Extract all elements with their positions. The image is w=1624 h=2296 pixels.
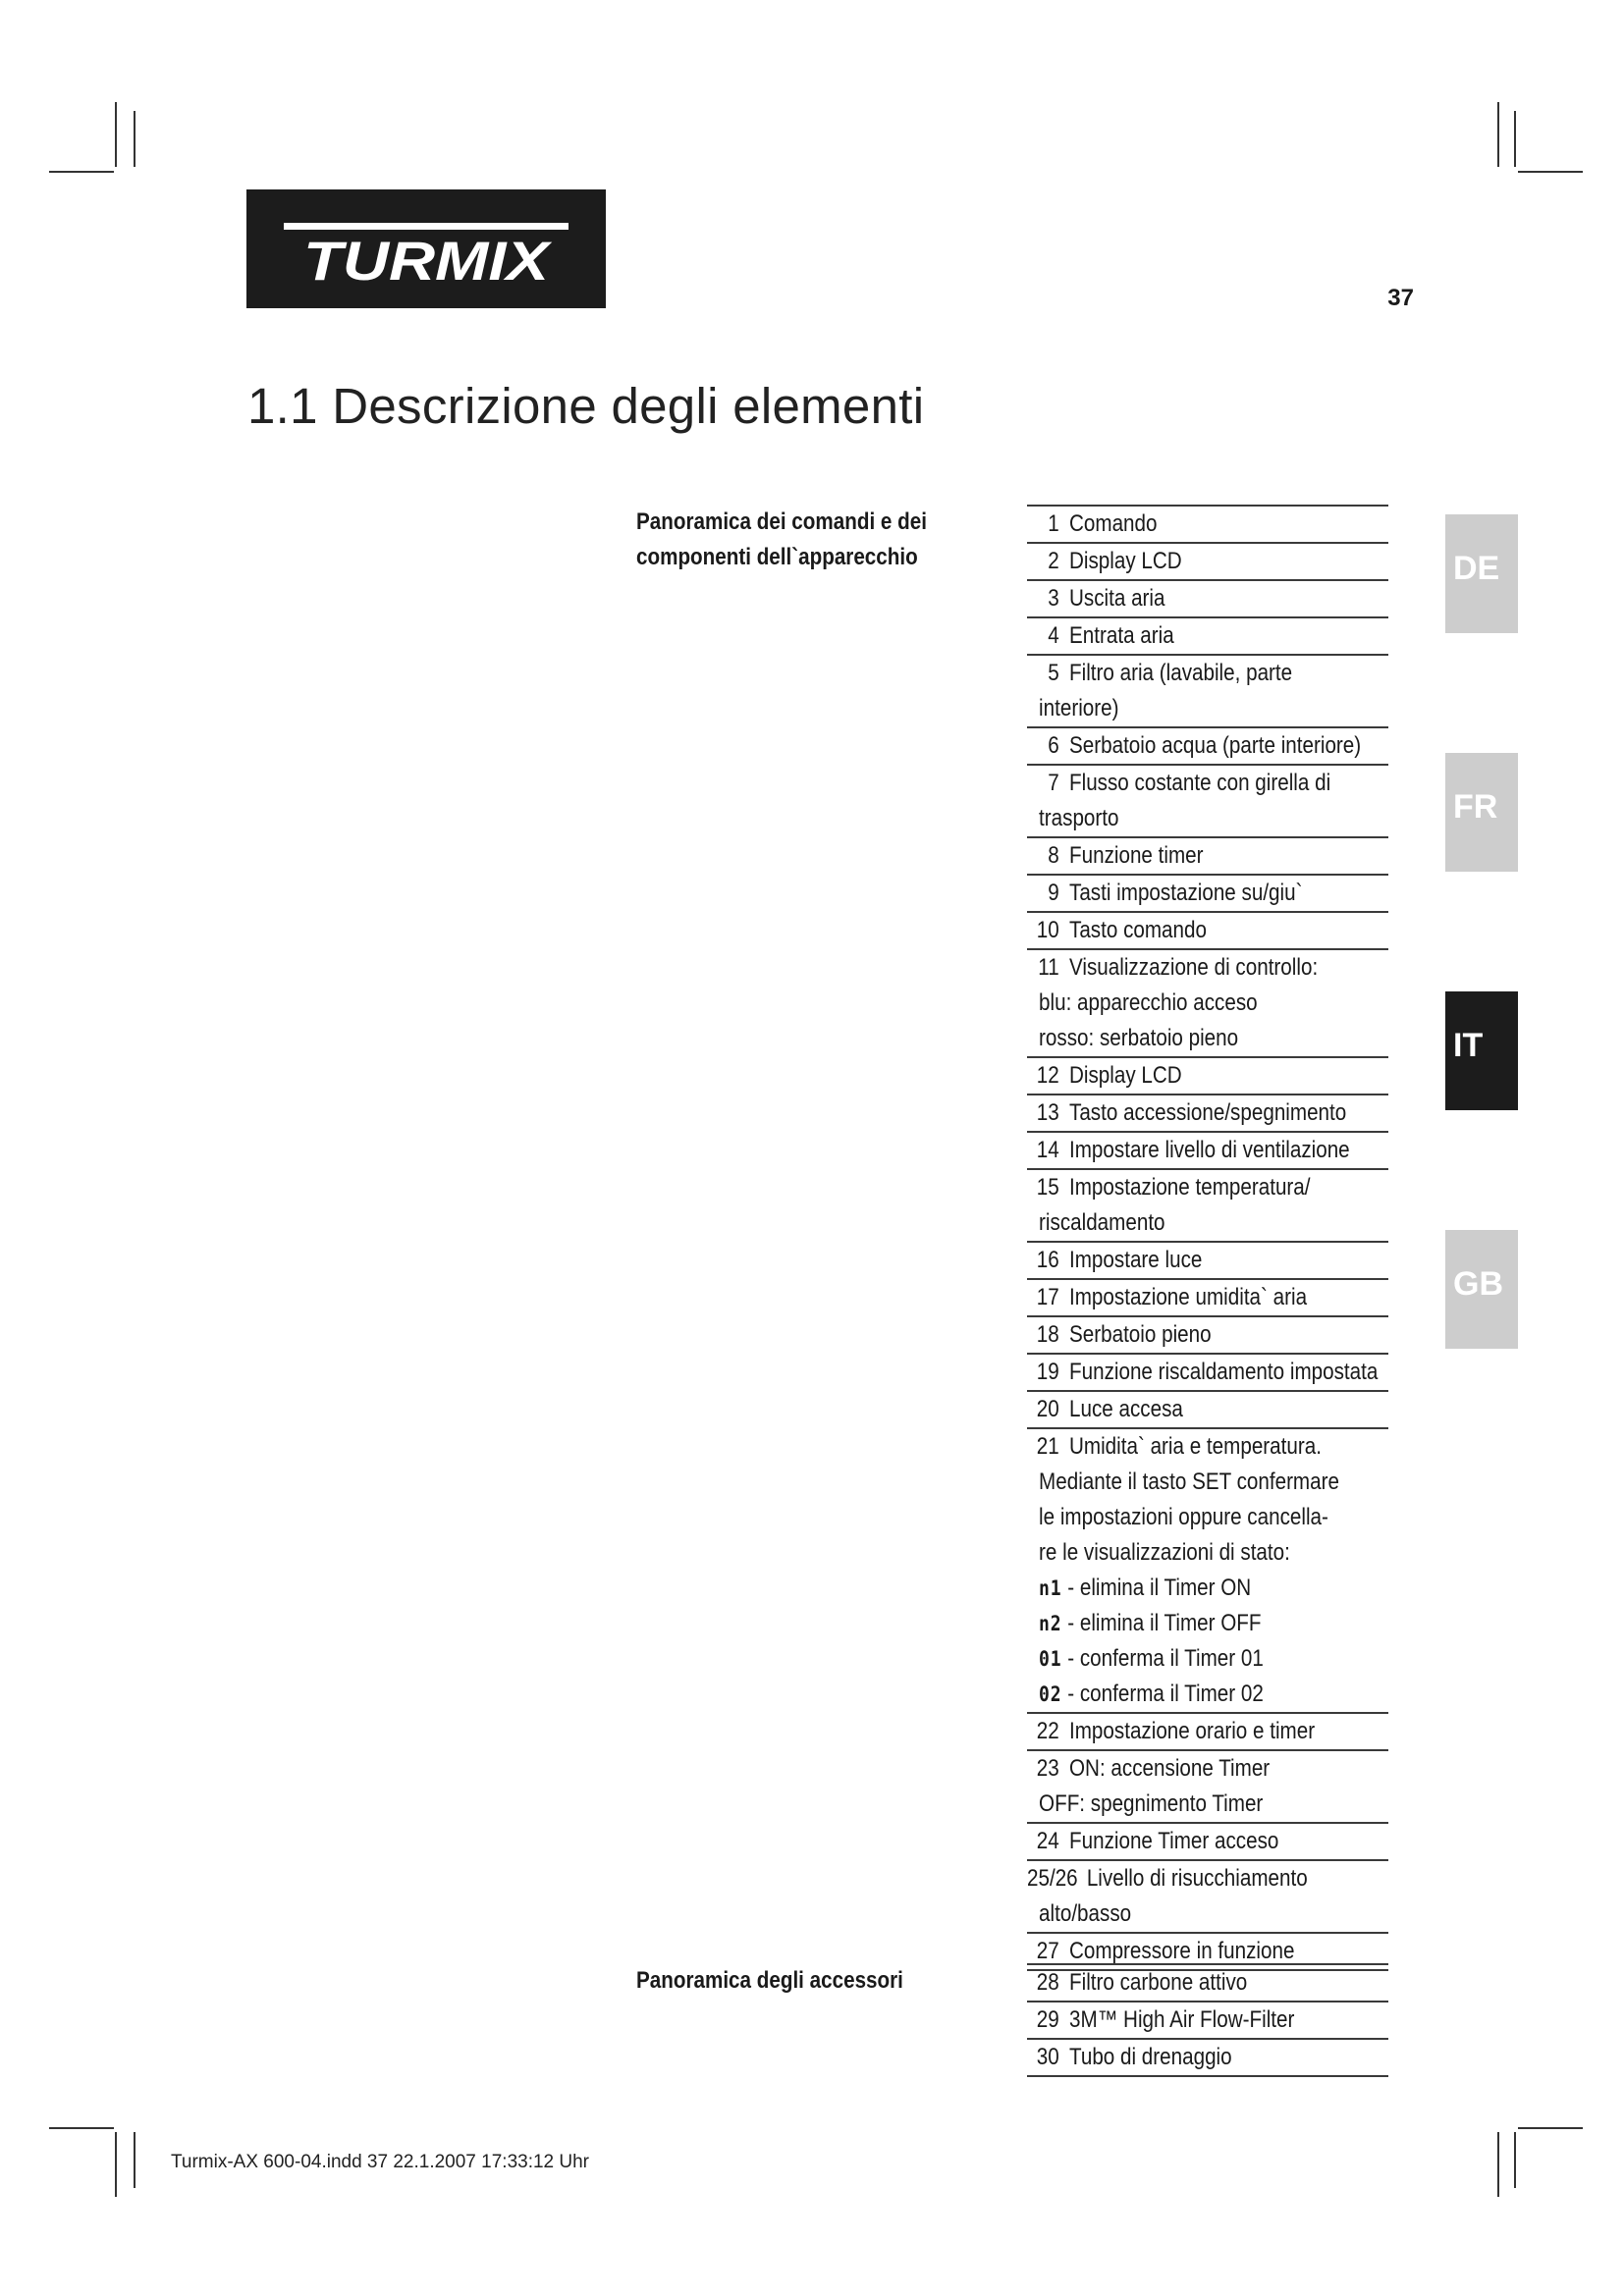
item-text: Impostazione orario e timer <box>1069 1718 1316 1744</box>
item-label-continued <box>1027 1787 1337 1822</box>
list-item-text <box>1027 581 1337 616</box>
item-number: 21 <box>1036 1433 1059 1460</box>
footer-slug: Turmix-AX 600-04.indd 37 22.1.2007 17:33:12 Uhr <box>171 2152 590 2172</box>
list-item-text <box>1027 1355 1379 1390</box>
code-description: - elimina il Timer OFF <box>1067 1610 1262 1636</box>
item-number: 28 <box>1036 1969 1059 1996</box>
lcd-code: n1 <box>1039 1576 1062 1600</box>
language-tab-de[interactable] <box>1445 514 1518 633</box>
heading-line: componenti dell`apparecchio <box>636 544 918 570</box>
language-tab-label: FR <box>1453 788 1498 826</box>
item-number: 18 <box>1036 1321 1059 1348</box>
item-label-continued <box>1027 986 1337 1021</box>
item-text: Serbatoio pieno <box>1069 1321 1212 1348</box>
crop-mark <box>134 2132 135 2188</box>
item-text: alto/basso <box>1039 1900 1132 1927</box>
item-label <box>1027 1280 1337 1315</box>
status-code-line <box>1027 1641 1337 1677</box>
item-text: Mediante il tasto SET confermare <box>1039 1468 1339 1495</box>
list-item-text <box>1027 1714 1337 1749</box>
list-item-text <box>1027 1965 1337 2001</box>
item-number: 8 <box>1048 842 1059 869</box>
item-label <box>1027 728 1362 764</box>
item-number: 16 <box>1036 1247 1059 1273</box>
item-text: Funzione timer <box>1069 842 1204 869</box>
item-number: 20 <box>1036 1396 1059 1422</box>
item-label-continued <box>1027 1021 1337 1056</box>
item-text: Funzione riscaldamento impostata <box>1069 1359 1379 1385</box>
item-text: Tasto comando <box>1069 917 1207 943</box>
list-item-text <box>1027 876 1337 911</box>
item-text: Filtro carbone attivo <box>1069 1969 1248 1996</box>
item-number: 6 <box>1048 732 1059 759</box>
code-description: - conferma il Timer 01 <box>1067 1645 1264 1672</box>
language-tab-it[interactable] <box>1445 991 1518 1110</box>
list-item <box>1027 1822 1388 1859</box>
controls-overview-heading <box>636 505 927 575</box>
list-item <box>1027 1168 1388 1241</box>
item-text: Entrata aria <box>1069 622 1174 649</box>
item-number: 10 <box>1036 917 1059 943</box>
list-item-text <box>1027 507 1337 542</box>
item-label <box>1027 838 1337 874</box>
list-item-text <box>1027 656 1337 726</box>
list-item <box>1027 1353 1388 1390</box>
item-text: Visualizzazione di controllo: <box>1069 954 1319 981</box>
item-text: Impostare luce <box>1069 1247 1203 1273</box>
list-item-text <box>1027 1429 1337 1712</box>
language-tab-label: DE <box>1453 550 1500 587</box>
code-description: - conferma il Timer 02 <box>1067 1681 1264 1707</box>
lcd-code: n2 <box>1039 1612 1062 1635</box>
code-description: - elimina il Timer ON <box>1067 1575 1252 1601</box>
status-code-line <box>1027 1606 1337 1641</box>
list-item <box>1027 542 1388 579</box>
list-item <box>1027 874 1388 911</box>
list-item-text <box>1027 2040 1337 2075</box>
list-item-text <box>1027 1280 1337 1315</box>
list-item <box>1027 911 1388 948</box>
item-text: Impostare livello di ventilazione <box>1069 1137 1350 1163</box>
list-item-text <box>1027 1058 1337 1094</box>
item-number: 5 <box>1048 660 1059 686</box>
item-text: Tasti impostazione su/giu` <box>1069 880 1303 906</box>
item-number: 29 <box>1036 2006 1059 2033</box>
item-text: Luce accesa <box>1069 1396 1183 1422</box>
list-item <box>1027 654 1388 726</box>
item-text: interiore) <box>1039 695 1119 721</box>
item-text: Serbatoio acqua (parte interiore) <box>1069 732 1362 759</box>
item-text: Display LCD <box>1069 1062 1182 1089</box>
logo-text: TURMIX <box>303 230 554 292</box>
list-item-text <box>1027 1243 1337 1278</box>
item-label-continued <box>1027 1465 1337 1500</box>
item-label <box>1027 913 1337 948</box>
item-label <box>1027 581 1337 616</box>
list-item <box>1027 505 1388 542</box>
item-label <box>1027 766 1337 801</box>
item-number: 7 <box>1048 770 1059 796</box>
list-item <box>1027 1241 1388 1278</box>
item-number: 19 <box>1036 1359 1059 1385</box>
list-item <box>1027 1712 1388 1749</box>
item-text: Livello di risucchiamento <box>1081 1865 1308 1892</box>
item-number: 13 <box>1036 1099 1059 1126</box>
item-label <box>1027 1355 1379 1390</box>
crop-mark <box>1518 2127 1583 2129</box>
item-number: 4 <box>1048 622 1059 649</box>
item-label <box>1027 2040 1337 2075</box>
item-number: 17 <box>1036 1284 1059 1310</box>
item-text: Impostazione temperatura/ <box>1069 1174 1311 1201</box>
list-item <box>1027 764 1388 836</box>
item-text: Filtro aria (lavabile, parte <box>1069 660 1293 686</box>
item-number: 25/26 <box>1027 1865 1078 1892</box>
item-label <box>1027 1133 1350 1168</box>
item-text: OFF: spegnimento Timer <box>1039 1790 1264 1817</box>
list-item <box>1027 1427 1388 1712</box>
list-item-text <box>1027 950 1337 1056</box>
list-item <box>1027 1094 1388 1131</box>
item-label <box>1027 1095 1347 1131</box>
item-label <box>1027 1170 1337 1205</box>
item-label <box>1027 1714 1337 1749</box>
list-item <box>1027 836 1388 874</box>
list-item <box>1027 2001 1388 2038</box>
item-label-continued <box>1027 1205 1337 1241</box>
list-item-text <box>1027 1317 1337 1353</box>
turmix-logo <box>246 189 606 308</box>
item-label <box>1027 1058 1337 1094</box>
list-item-text <box>1027 1824 1337 1859</box>
item-label-continued <box>1027 801 1337 836</box>
lcd-code: 02 <box>1039 1682 1062 1706</box>
item-text: riscaldamento <box>1039 1209 1165 1236</box>
item-label-continued <box>1027 1535 1337 1571</box>
item-text: le impostazioni oppure cancella- <box>1039 1504 1328 1530</box>
list-item <box>1027 1278 1388 1315</box>
item-label <box>1027 1317 1337 1353</box>
item-label <box>1027 656 1337 691</box>
item-text: Compressore in funzione <box>1069 1938 1295 1964</box>
crop-mark <box>115 102 117 167</box>
item-text: Funzione Timer acceso <box>1069 1828 1279 1854</box>
list-item <box>1027 726 1388 764</box>
list-item-text <box>1027 1861 1337 1932</box>
item-text: Tubo di drenaggio <box>1069 2044 1232 2070</box>
item-text: Umidita` aria e temperatura. <box>1069 1433 1322 1460</box>
item-number: 27 <box>1036 1938 1059 1964</box>
crop-mark <box>49 171 114 173</box>
item-number: 3 <box>1048 585 1059 612</box>
item-label <box>1027 950 1337 986</box>
item-text: trasporto <box>1039 805 1119 831</box>
list-item-text <box>1027 544 1337 579</box>
item-number: 30 <box>1036 2044 1059 2070</box>
list-item <box>1027 1390 1388 1427</box>
item-label <box>1027 876 1337 911</box>
item-number: 15 <box>1036 1174 1059 1201</box>
status-code-line <box>1027 1571 1337 1606</box>
item-number: 24 <box>1036 1828 1059 1854</box>
list-item <box>1027 1749 1388 1822</box>
item-label <box>1027 618 1337 654</box>
item-label <box>1027 1824 1337 1859</box>
item-number: 12 <box>1036 1062 1059 1089</box>
item-label <box>1027 1243 1337 1278</box>
list-item-text <box>1027 618 1337 654</box>
list-item <box>1027 1315 1388 1353</box>
language-tab-label: IT <box>1453 1027 1484 1064</box>
item-text: blu: apparecchio acceso <box>1039 989 1258 1016</box>
item-text: Uscita aria <box>1069 585 1165 612</box>
item-label <box>1027 544 1337 579</box>
crop-mark <box>1514 2132 1516 2188</box>
list-item <box>1027 948 1388 1056</box>
language-tab-fr[interactable] <box>1445 753 1518 872</box>
item-label <box>1027 1861 1337 1896</box>
list-item <box>1027 1131 1388 1168</box>
status-code-line <box>1027 1677 1337 1712</box>
list-item <box>1027 616 1388 654</box>
item-label <box>1027 1429 1337 1465</box>
crop-mark <box>1518 171 1583 173</box>
item-text: rosso: serbatoio pieno <box>1039 1025 1239 1051</box>
list-item <box>1027 1859 1388 1932</box>
list-item-text <box>1027 1392 1337 1427</box>
item-text: Comando <box>1069 510 1158 537</box>
accessories-overview-heading: Panoramica degli accessori <box>636 1967 903 1994</box>
list-item-text <box>1027 1133 1350 1168</box>
list-item <box>1027 579 1388 616</box>
crop-mark <box>134 111 135 167</box>
heading-line: Panoramica dei comandi e dei <box>636 508 927 535</box>
item-number: 23 <box>1036 1755 1059 1782</box>
list-item-text <box>1027 1170 1337 1241</box>
list-item <box>1027 1056 1388 1094</box>
list-item <box>1027 2038 1388 2077</box>
item-label-continued <box>1027 1896 1337 1932</box>
item-text: ON: accensione Timer <box>1069 1755 1271 1782</box>
section-title: 1.1 Descrizione degli elementi <box>247 378 925 434</box>
list-item-text <box>1027 2002 1337 2038</box>
crop-mark <box>1497 2132 1499 2197</box>
item-number: 9 <box>1048 880 1059 906</box>
crop-mark <box>49 2127 114 2129</box>
item-label <box>1027 1965 1337 2001</box>
crop-mark <box>115 2132 117 2197</box>
page-number: 37 <box>1387 285 1414 311</box>
item-number: 2 <box>1048 548 1059 574</box>
item-number: 1 <box>1048 510 1059 537</box>
item-label-continued <box>1027 691 1337 726</box>
list-item <box>1027 1963 1388 2001</box>
item-text: Flusso costante con girella di <box>1069 770 1331 796</box>
crop-mark <box>1514 111 1516 167</box>
item-text: 3M™ High Air Flow-Filter <box>1069 2006 1295 2033</box>
list-item-text <box>1027 728 1362 764</box>
item-number: 14 <box>1036 1137 1059 1163</box>
item-number: 22 <box>1036 1718 1059 1744</box>
item-text: Display LCD <box>1069 548 1182 574</box>
item-text: Impostazione umidita` aria <box>1069 1284 1308 1310</box>
item-number: 11 <box>1038 954 1059 981</box>
item-label <box>1027 2002 1337 2038</box>
item-label <box>1027 507 1337 542</box>
language-tab-label: GB <box>1453 1265 1503 1303</box>
item-label <box>1027 1392 1337 1427</box>
list-item-text <box>1027 1095 1347 1131</box>
item-text: Tasto accessione/spegnimento <box>1069 1099 1347 1126</box>
list-item-text <box>1027 838 1337 874</box>
item-label <box>1027 1751 1337 1787</box>
controls-list <box>1027 505 1388 1971</box>
item-label-continued <box>1027 1500 1337 1535</box>
crop-mark <box>1497 102 1499 167</box>
item-text: re le visualizzazioni di stato: <box>1039 1539 1290 1566</box>
language-tab-gb[interactable] <box>1445 1230 1518 1349</box>
lcd-code: 01 <box>1039 1647 1062 1671</box>
accessories-list <box>1027 1963 1388 2077</box>
list-item-text <box>1027 913 1337 948</box>
list-item-text <box>1027 766 1337 836</box>
list-item-text <box>1027 1751 1337 1822</box>
